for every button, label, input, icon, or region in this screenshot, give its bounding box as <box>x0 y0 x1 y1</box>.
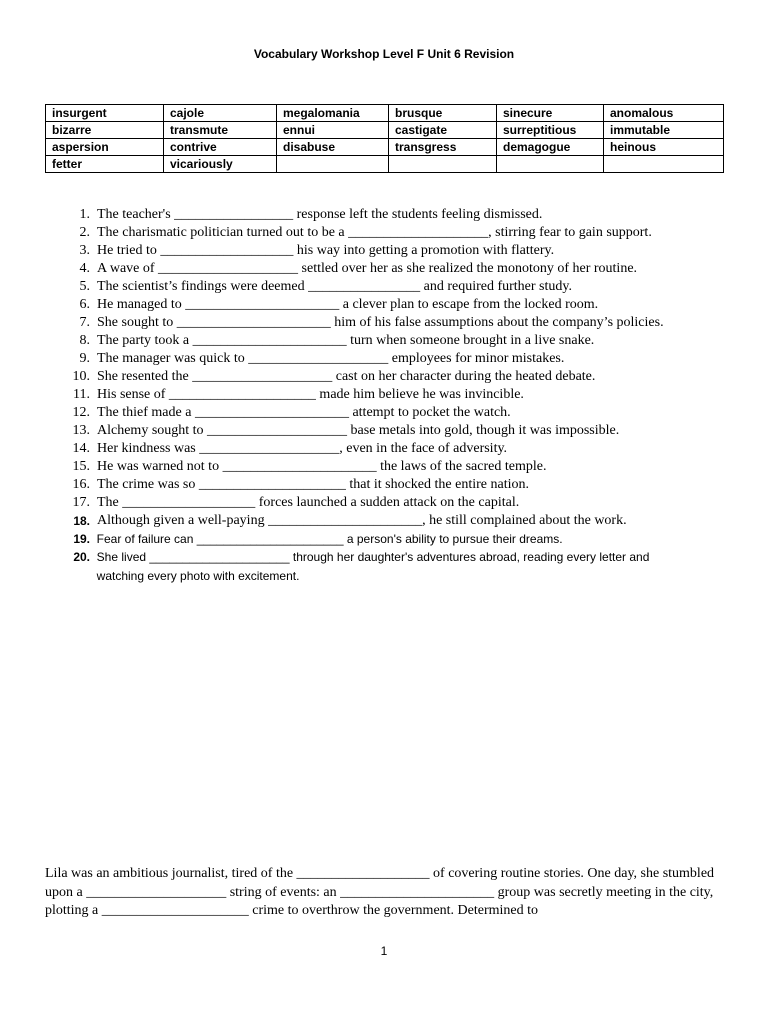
word-bank-cell: fetter <box>46 156 164 173</box>
question-item <box>45 422 735 440</box>
word-bank-cell: castigate <box>389 122 497 139</box>
question-text: The teacher's _________________ response left the students feeling dismissed. <box>97 207 543 222</box>
question-text: He was warned not to ______________________ the laws of the sacred temple. <box>97 459 547 474</box>
question-text: The manager was quick to ____________________ employees for minor mistakes. <box>97 351 565 366</box>
word-bank-cell: surreptitious <box>497 122 604 139</box>
question-number: 4. <box>79 261 90 276</box>
word-bank-cell: cajole <box>164 105 277 122</box>
question-text: She lived _____________________ through her daughter's adventures abroad, reading every letter and watching every photo with excitement. <box>96 550 650 583</box>
page-title: Vocabulary Workshop Level F Unit 6 Revision <box>253 47 515 61</box>
word-bank-cell: disabuse <box>277 139 389 156</box>
word-bank-cell: demagogue <box>497 139 604 156</box>
question-text: His sense of _____________________ made him believe he was invincible. <box>97 387 524 402</box>
word-bank-cell <box>389 156 497 173</box>
question-number: 11. <box>73 387 90 402</box>
question-text: The scientist’s findings were deemed ________________ and required further study. <box>97 279 572 294</box>
story-paragraph: Lila was an ambitious journalist, tired of the ___________________ of covering routine stories. One day, she stumbled upon a ____________________ string of events: an ______________________ group was secretly meeting in the city, plotting a _____________________ crime to overthrow the government. Determined to <box>45 866 715 918</box>
word-bank-cell: ennui <box>277 122 389 139</box>
question-number: 1. <box>79 207 90 222</box>
question-item <box>45 296 735 314</box>
question-item <box>45 512 735 530</box>
question-number: 7. <box>79 315 90 330</box>
word-bank-cell: immutable <box>604 122 724 139</box>
question-text: The crime was so _____________________ that it shocked the entire nation. <box>97 477 529 492</box>
word-bank-cell: anomalous <box>604 105 724 122</box>
question-number: 16. <box>72 477 90 492</box>
question-item <box>45 206 735 224</box>
question-number: 17. <box>72 495 90 510</box>
word-bank-cell: heinous <box>604 139 724 156</box>
question-number: 9. <box>79 351 90 366</box>
question-item <box>45 494 735 512</box>
question-number: 19. <box>73 532 90 546</box>
question-number: 6. <box>79 297 90 312</box>
word-bank-cell: transgress <box>389 139 497 156</box>
question-item <box>45 368 735 386</box>
question-number: 3. <box>79 243 90 258</box>
question-text: Alchemy sought to ____________________ base metals into gold, though it was impossible. <box>97 423 620 438</box>
question-text: A wave of ____________________ settled over her as she realized the monotony of her routine. <box>97 261 638 276</box>
word-bank-cell <box>277 156 389 173</box>
word-bank-row <box>46 122 724 139</box>
question-text: Her kindness was ____________________, even in the face of adversity. <box>97 441 508 456</box>
question-number: 12. <box>72 405 90 420</box>
question-number: 2. <box>79 225 90 240</box>
question-text: She resented the ____________________ cast on her character during the heated debate. <box>97 369 596 384</box>
word-bank-cell: vicariously <box>164 156 277 173</box>
word-bank-cell: sinecure <box>497 105 604 122</box>
question-item <box>45 260 735 278</box>
question-text: Although given a well-paying ______________________, he still complained about the work. <box>97 513 627 528</box>
word-bank-cell <box>497 156 604 173</box>
question-item <box>45 278 735 296</box>
question-text: Fear of failure can ______________________ a person's ability to pursue their dreams. <box>96 532 563 546</box>
word-bank-cell: transmute <box>164 122 277 139</box>
word-bank-cell: bizarre <box>46 122 164 139</box>
word-bank-cell: aspersion <box>46 139 164 156</box>
question-text: She sought to ______________________ him of his false assumptions about the company’s policies. <box>97 315 664 330</box>
question-item <box>45 458 735 476</box>
question-item <box>45 242 735 260</box>
question-item <box>45 530 735 548</box>
word-bank-row <box>46 139 724 156</box>
question-number: 8. <box>79 333 90 348</box>
question-number: 13. <box>72 423 90 438</box>
question-item <box>45 350 735 368</box>
question-item <box>45 404 735 422</box>
word-bank-cell: contrive <box>164 139 277 156</box>
question-text: The party took a ______________________ turn when someone brought in a live snake. <box>97 333 595 348</box>
question-list <box>45 206 735 586</box>
question-number: 15. <box>72 459 90 474</box>
word-bank-cell: brusque <box>389 105 497 122</box>
question-text: The ___________________ forces launched a sudden attack on the capital. <box>97 495 520 510</box>
word-bank-table <box>45 104 724 173</box>
question-item <box>45 548 735 586</box>
question-number: 14. <box>72 441 90 456</box>
question-number: 18. <box>73 514 90 528</box>
question-number: 5. <box>79 279 90 294</box>
question-item <box>45 224 735 242</box>
question-number: 20. <box>73 550 90 564</box>
question-text: He tried to ___________________ his way into getting a promotion with flattery. <box>97 243 555 258</box>
question-item <box>45 386 735 404</box>
question-item <box>45 476 735 494</box>
question-item <box>45 440 735 458</box>
question-item <box>45 332 735 350</box>
question-item <box>45 314 735 332</box>
question-text: He managed to ______________________ a clever plan to escape from the locked room. <box>97 297 599 312</box>
word-bank-cell: insurgent <box>46 105 164 122</box>
word-bank-row <box>46 105 724 122</box>
question-text: The thief made a ______________________ attempt to pocket the watch. <box>97 405 511 420</box>
word-bank-cell <box>604 156 724 173</box>
page-number: 1 <box>380 944 388 958</box>
question-number: 10. <box>72 369 90 384</box>
word-bank-cell: megalomania <box>277 105 389 122</box>
question-text: The charismatic politician turned out to be a ____________________, stirring fear to gain support. <box>97 225 652 240</box>
word-bank-row <box>46 156 724 173</box>
